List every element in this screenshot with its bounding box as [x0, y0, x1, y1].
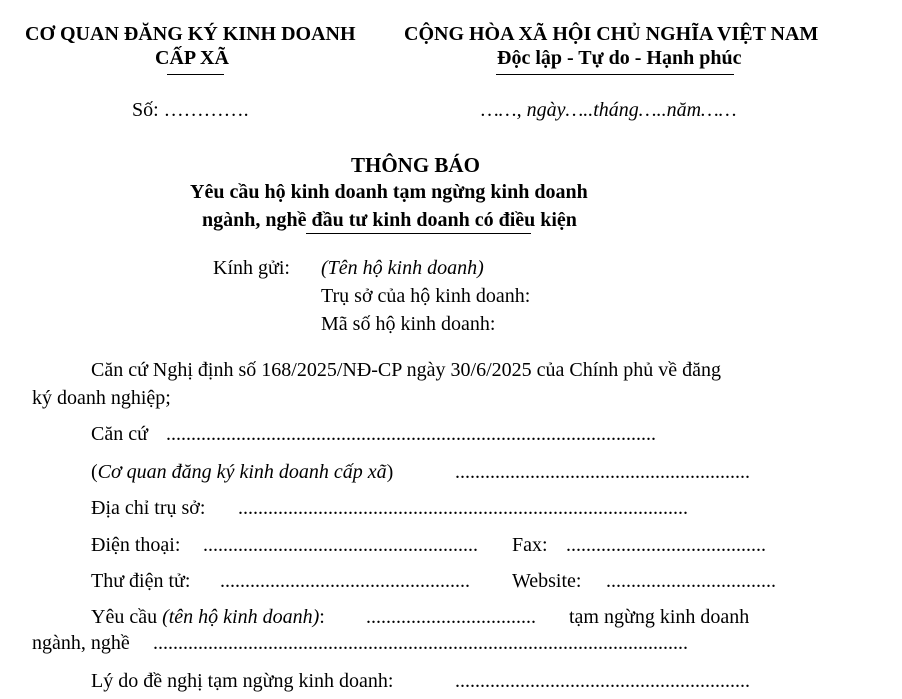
agency-field-label — [91, 462, 393, 482]
agency-underline — [167, 74, 224, 75]
agency-open-paren: ( — [91, 461, 98, 483]
sector-fill-line[interactable]: ........................................................................................................... — [153, 633, 688, 653]
document-title: THÔNG BÁO — [351, 153, 480, 177]
agency-fill-line[interactable]: ........................................................... — [455, 462, 750, 482]
legal-basis-line1: Căn cứ Nghị định số 168/2025/NĐ-CP ngày 30/6/2025 của Chính phủ về đăng — [91, 359, 722, 381]
motto-underline — [496, 74, 734, 75]
issuing-agency-line2: CẤP XÃ — [155, 47, 229, 69]
request-prefix: Yêu cầu — [91, 606, 158, 628]
title-underline — [306, 233, 531, 234]
basis2-fill-line[interactable]: .................................................................................................. — [166, 424, 656, 444]
recipient-name: (Tên hộ kinh doanh) — [321, 257, 484, 279]
address-fill-line[interactable]: .......................................................................................... — [238, 498, 688, 518]
email-fill-line[interactable]: .................................................. — [220, 571, 470, 591]
fax-label: Fax: — [512, 534, 548, 556]
fax-fill-line[interactable]: ........................................ — [566, 535, 766, 555]
recipient-address-label: Trụ sở của hộ kinh doanh: — [321, 285, 531, 307]
request-label — [91, 607, 325, 627]
address-label: Địa chỉ trụ sở: — [91, 497, 206, 519]
agency-placeholder: Cơ quan đăng ký kinh doanh cấp xã — [97, 461, 387, 483]
request-suffix: tạm ngừng kinh doanh — [569, 606, 750, 628]
phone-fill-line[interactable]: ....................................................... — [203, 535, 478, 555]
request-colon: : — [319, 606, 325, 628]
date-line: ……, ngày…..tháng…..năm…… — [481, 99, 737, 121]
recipient-label: Kính gửi: — [213, 257, 290, 279]
phone-label: Điện thoại: — [91, 534, 181, 556]
legal-basis-line2: ký doanh nghiệp; — [32, 387, 171, 409]
website-fill-line[interactable]: .................................. — [606, 571, 776, 591]
email-label: Thư điện tử: — [91, 570, 191, 592]
document-subtitle-line2: ngành, nghề đầu tư kinh doanh có điều kiện — [202, 209, 577, 231]
reason-label: Lý do đề nghị tạm ngừng kinh doanh: — [91, 670, 394, 692]
national-title: CỘNG HÒA XÃ HỘI CHỦ NGHĨA VIỆT NAM — [404, 23, 819, 45]
request-placeholder: (tên hộ kinh doanh) — [162, 606, 320, 628]
issuing-agency-line1: CƠ QUAN ĐĂNG KÝ KINH DOANH — [25, 23, 356, 45]
reason-fill-line[interactable]: ........................................................... — [455, 671, 750, 691]
recipient-code-label: Mã số hộ kinh doanh: — [321, 313, 496, 335]
document-subtitle-line1: Yêu cầu hộ kinh doanh tạm ngừng kinh doanh — [190, 181, 588, 203]
website-label: Website: — [512, 570, 582, 592]
national-motto: Độc lập - Tự do - Hạnh phúc — [497, 47, 742, 69]
document-number: Số: …………. — [132, 99, 249, 121]
agency-close-paren: ) — [386, 461, 394, 483]
basis2-label: Căn cứ — [91, 423, 148, 445]
request-fill-line[interactable]: .................................. — [366, 607, 536, 627]
sector-label: ngành, nghề — [32, 632, 130, 654]
